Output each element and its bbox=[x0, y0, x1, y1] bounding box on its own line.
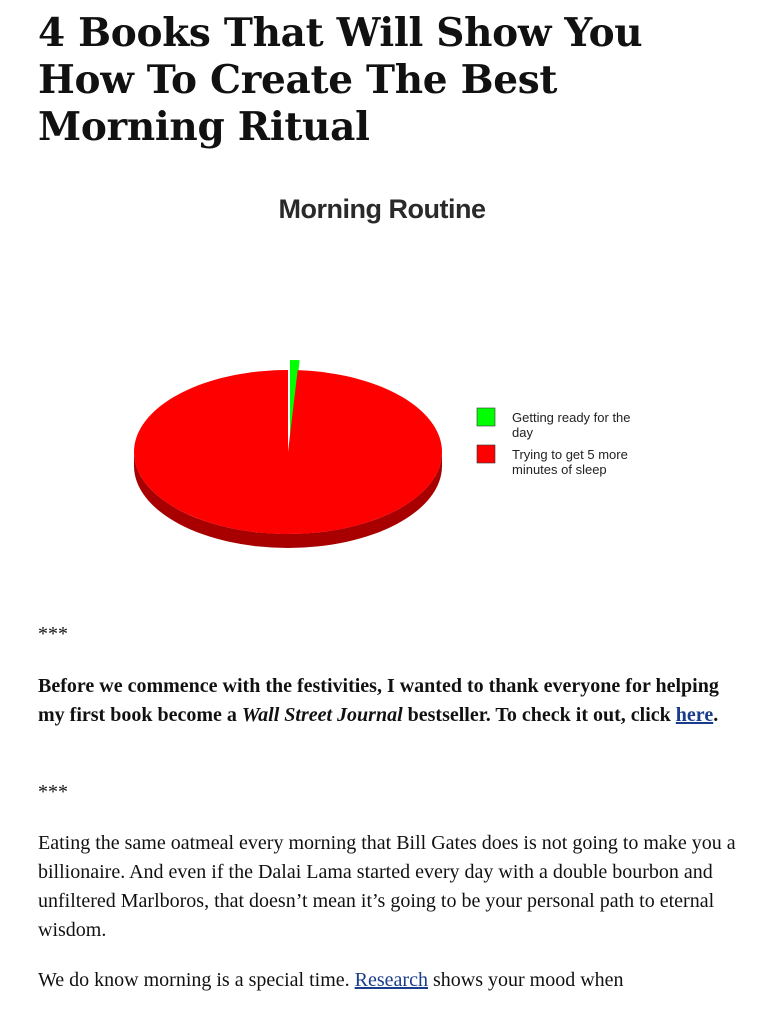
title-line: Morning Ritual bbox=[38, 104, 370, 150]
thanks-text: Before we commence with the festivities, I wanted to thank everyone for helping my first book become a bbox=[38, 675, 719, 726]
legend-swatch-getting-ready bbox=[477, 408, 495, 426]
research-link[interactable]: Research bbox=[354, 969, 428, 991]
separator: *** bbox=[38, 623, 68, 645]
title-line: How To Create The Best bbox=[38, 57, 558, 103]
pie-chart-figure bbox=[38, 180, 738, 580]
body-paragraph: Eating the same oatmeal every morning that Bill Gates does is not going to make you a billionaire. And even if the Dalai Lama started every day with a double bourbon and unfiltered Marlboros, that doesn’t mean it’s going to be your personal path to eternal wisdom. bbox=[38, 832, 736, 941]
separator: *** bbox=[38, 781, 68, 803]
legend-label: minutes of sleep bbox=[512, 462, 607, 477]
title-line: 4 Books That Will Show You bbox=[38, 10, 643, 56]
legend-label: day bbox=[512, 425, 533, 440]
legend bbox=[477, 408, 631, 477]
chart-title: Morning Routine bbox=[278, 194, 486, 224]
pie-slices bbox=[134, 360, 442, 534]
legend-label: Trying to get 5 more bbox=[512, 447, 628, 462]
thanks-text: . bbox=[713, 704, 719, 726]
body-paragraph bbox=[38, 966, 738, 995]
paragraph-text: We do know morning is a special time. bbox=[38, 969, 355, 991]
pie-chart bbox=[38, 180, 738, 580]
article bbox=[38, 0, 738, 991]
thanks-text: bestseller. To check it out, click bbox=[402, 704, 676, 726]
pie-slice bbox=[134, 370, 442, 534]
legend-swatch-sleep bbox=[477, 445, 495, 463]
thanks-paragraph bbox=[38, 672, 738, 730]
here-link[interactable]: here bbox=[675, 704, 714, 726]
book-list-name: Wall Street Journal bbox=[241, 704, 403, 726]
paragraph-text: shows your mood when bbox=[427, 969, 624, 991]
legend-label: Getting ready for the bbox=[512, 410, 631, 425]
article-title bbox=[38, 10, 738, 151]
